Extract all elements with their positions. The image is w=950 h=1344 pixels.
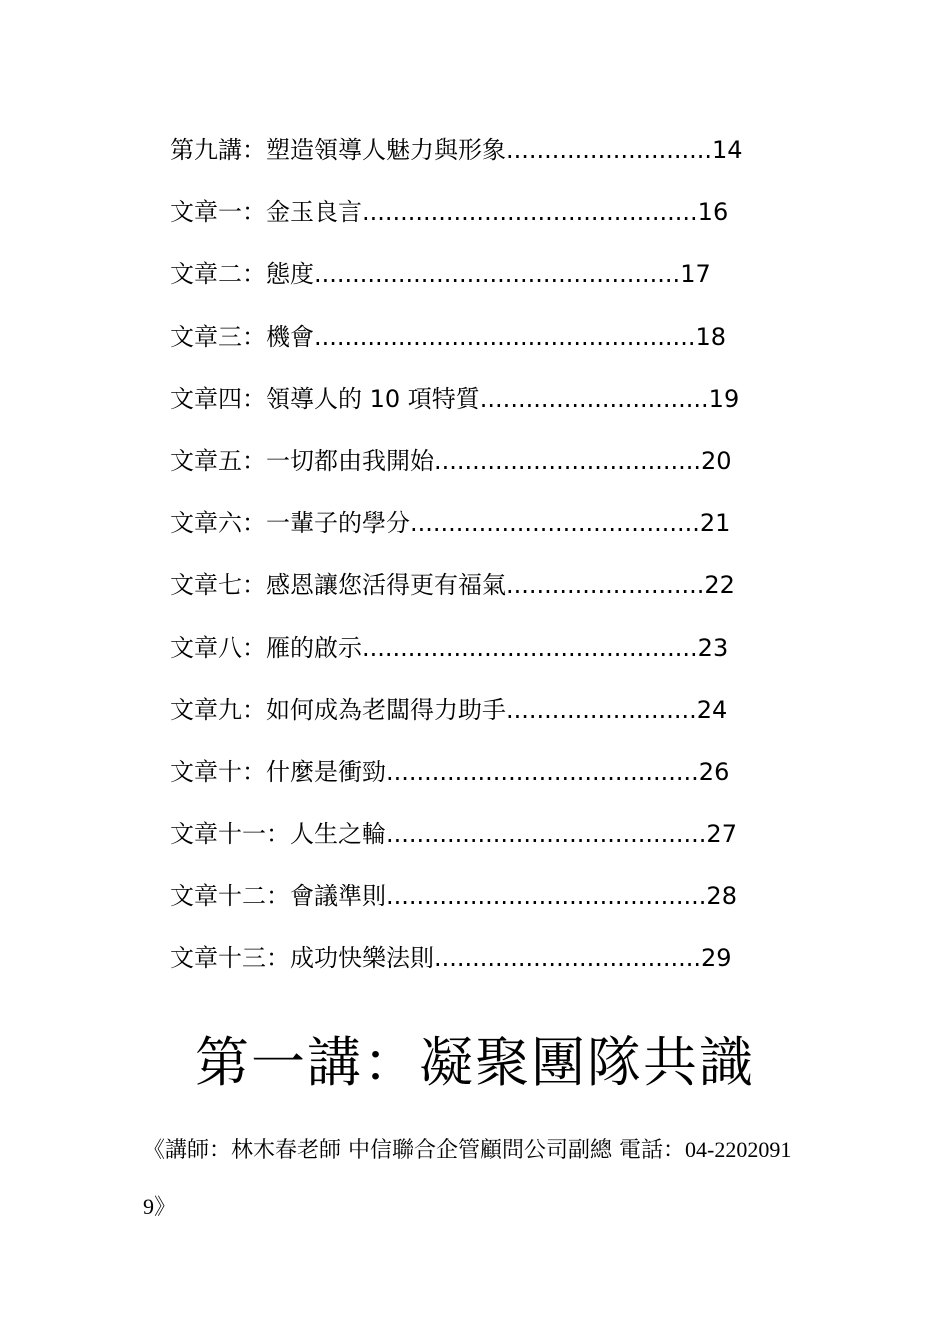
toc-entry-page: 21 [699, 509, 731, 538]
toc-entry-page: 17 [680, 260, 711, 289]
toc-entry [170, 628, 810, 690]
toc-entry-page: 23 [697, 633, 729, 662]
toc-entry-leader: ............................................ [362, 633, 698, 662]
toc-entry-page: 18 [695, 322, 726, 351]
toc-entry [170, 317, 810, 379]
toc-entry [170, 503, 810, 565]
toc-entry-label: 文章五：一切都由我開始 [170, 446, 434, 475]
toc-entry-page: 22 [704, 571, 735, 600]
toc-entry-page: 27 [706, 820, 737, 849]
lecturer-text: 《講師：林木春老師 中信聯合企管顧問公司副總 電話： [143, 1138, 685, 1163]
toc-entry [170, 565, 810, 627]
table-of-contents [170, 130, 810, 1001]
lecturer-info [143, 1122, 823, 1236]
toc-entry-label: 文章二：態度 [170, 260, 314, 289]
lecturer-phone: 04-22020919 [143, 1137, 792, 1219]
toc-entry-leader: ................................... [434, 944, 702, 973]
toc-entry-leader: .......................................... [386, 882, 707, 911]
toc-entry-page: 26 [698, 757, 730, 786]
toc-entry-label: 文章七：感恩讓您活得更有福氣 [170, 571, 506, 600]
toc-entry-leader: .............................. [479, 384, 709, 413]
toc-entry [170, 192, 810, 254]
toc-entry-page: 14 [711, 136, 743, 164]
toc-entry-leader: ............................................ [362, 198, 698, 227]
toc-entry [170, 938, 810, 1000]
toc-entry-page: 29 [701, 944, 732, 973]
toc-entry-leader: ......................................... [386, 757, 699, 786]
toc-entry [170, 752, 810, 814]
toc-entry-leader: .......................... [506, 571, 705, 600]
toc-entry [170, 130, 810, 192]
toc-entry-page: 16 [697, 198, 729, 227]
toc-entry [170, 876, 810, 938]
toc-entry-page: 28 [706, 882, 737, 911]
toc-entry-page: 24 [696, 695, 728, 724]
toc-entry [170, 254, 810, 316]
toc-entry [170, 690, 810, 752]
toc-entry-label: 文章三：機會 [170, 322, 314, 351]
toc-entry-label: 文章四：領導人的 10 項特質 [170, 384, 480, 413]
toc-entry [170, 814, 810, 876]
toc-entry-leader: ........................... [506, 136, 712, 164]
toc-entry-label: 文章六：一輩子的學分 [170, 509, 410, 538]
toc-entry-page: 19 [708, 384, 740, 413]
toc-entry-leader: ................................................ [314, 260, 681, 289]
toc-entry-label: 文章十三：成功快樂法則 [170, 944, 434, 973]
toc-entry-leader: ...................................... [410, 509, 700, 538]
toc-entry-label: 文章八：雁的啟示 [170, 633, 362, 662]
toc-entry-page: 20 [701, 446, 732, 475]
toc-entry-label: 文章一：金玉良言 [170, 198, 362, 227]
chapter-title: 第一講：凝聚團隊共識 [195, 1031, 755, 1094]
toc-entry-label: 文章十：什麼是衝勁 [170, 757, 386, 786]
toc-entry-leader: .................................................. [314, 322, 696, 351]
toc-entry-leader: ................................... [434, 446, 702, 475]
toc-entry-label: 文章九：如何成為老闆得力助手 [170, 695, 506, 724]
toc-entry [170, 441, 810, 503]
toc-entry-label: 文章十二：會議準則 [170, 882, 386, 911]
toc-entry-leader: .......................................... [386, 820, 707, 849]
toc-entry-label: 文章十一：人生之輪 [170, 820, 386, 849]
toc-entry-label: 第九講：塑造領導人魅力與形象 [170, 136, 506, 164]
lecturer-close: 》 [154, 1195, 177, 1220]
toc-entry [170, 379, 810, 441]
toc-entry-leader: ......................... [506, 695, 697, 724]
